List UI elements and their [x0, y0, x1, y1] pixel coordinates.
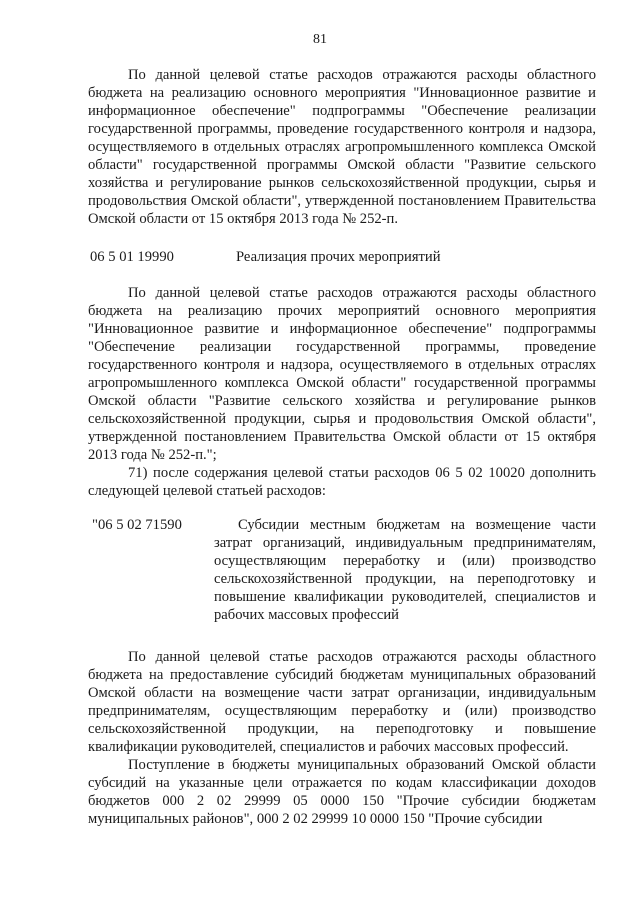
document-body [88, 66, 596, 828]
budget-code-row-2 [88, 516, 596, 624]
budget-code-title: Субсидии местным бюджетам на возмещение части затрат организаций, индивидуальным предпринимателям, осуществляющим переработку и (или) производство сельскохозяйственной продукции, на переподготовку и повышение квалификации руководителей, специалистов и рабочих массовых профессий [214, 517, 596, 623]
paragraph-4: По данной целевой статье расходов отражаются расходы областного бюджета на предоставление субсидий бюджетам муниципальных образований Омской области на возмещение части затрат организации, индивидуальным предпринимателям, осуществляющим переработку и (или) производство сельскохозяйственной продукции, на переподготовку и повышение квалификации руководителей, специалистов и рабочих массовых профессий. [88, 649, 596, 755]
paragraph-5: Поступление в бюджеты муниципальных образований Омской области субсидий на указанные цели отражается по кодам классификации доходов бюджетов 000 2 02 29999 05 0000 150 "Прочие субсидии бюджетам муниципальных районов", 000 2 02 29999 10 0000 150 "Прочие субсидии [88, 757, 596, 827]
budget-code: 06 5 01 19990 [90, 249, 174, 265]
budget-code: "06 5 02 71590 [92, 517, 182, 533]
page-number: 81 [313, 32, 327, 47]
paragraph-1: По данной целевой статье расходов отражаются расходы областного бюджета на реализацию основного мероприятия "Инновационное развитие и информационное обеспечение" подпрограммы "Обеспечение реализации государственной программы, проведение государственного контроля и надзора, осуществляемого в отдельных отраслях агропромышленного комплекса Омской области" государственной программы Омской области "Развитие сельского хозяйства и регулирование рынков сельскохозяйственной продукции, сырья и продовольствия Омской области", утвержденной постановлением Правительства Омской области от 15 октября 2013 года № 252-п. [88, 67, 596, 227]
budget-code-title: Реализация прочих мероприятий [236, 249, 441, 265]
paragraph-3: 71) после содержания целевой статьи расходов 06 5 02 10020 дополнить следующей целевой статьей расходов: [88, 465, 596, 499]
paragraph-2: По данной целевой статье расходов отражаются расходы областного бюджета на реализацию прочих мероприятий основного мероприятия "Инновационное развитие и информационное обеспечение" подпрограммы "Обеспечение реализации государственной программы, проведение государственного контроля и надзора, осуществляемого в отдельных отраслях агропромышленного комплекса Омской области" государственной программы Омской области "Развитие сельского хозяйства и регулирование рынков сельскохозяйственной продукции, сырья и продовольствия Омской области", утвержденной постановлением Правительства Омской области от 15 октября 2013 года № 252-п."; [88, 285, 596, 463]
budget-code-row-1 [88, 248, 596, 266]
